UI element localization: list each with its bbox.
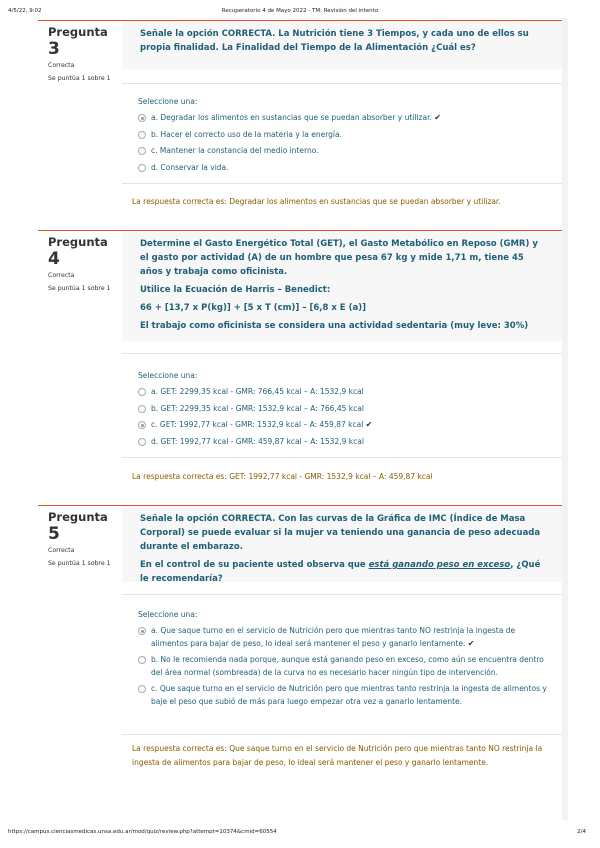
correct-check-icon: ✔	[467, 638, 475, 648]
question-text-box	[122, 21, 562, 69]
question-title: Pregunta 3	[48, 25, 108, 59]
question-status: Correcta	[48, 62, 75, 69]
select-prompt: Seleccione una:	[138, 97, 198, 106]
option-b[interactable]: b. Hacer el correcto uso de la materia y la energía.	[138, 129, 562, 142]
question-text: Señale la opción CORRECTA. La Nutrición tiene 3 Tiempos, y cada uno de ellos su propia finalidad. La Finalidad del Tiempo de la Alimentación ¿Cuál es?	[140, 29, 529, 53]
scrollbar[interactable]	[562, 18, 568, 820]
question-text-box	[122, 231, 562, 341]
radio[interactable]	[138, 147, 146, 155]
correct-answer-feedback: La respuesta correcta es: GET: 1992,77 kcal - GMR: 1532,9 kcal – A: 459,87 kcal	[132, 472, 433, 481]
divider	[122, 183, 562, 184]
question-3	[38, 20, 562, 226]
emphasis-text: está ganando peso en exceso	[368, 560, 511, 570]
radio-selected[interactable]	[138, 114, 146, 122]
option-c[interactable]: c. Mantener la constancia del medio interno.	[138, 145, 562, 158]
option-d[interactable]: d. GET: 1992,77 kcal - GMR: 459,87 kcal – A: 1532,9 kcal	[138, 436, 562, 449]
question-title: Pregunta 5	[48, 510, 108, 544]
question-info	[48, 25, 120, 85]
question-score: Se puntúa 1 sobre 1	[48, 285, 111, 292]
correct-check-icon: ✔	[365, 420, 373, 429]
question-info	[48, 510, 120, 570]
option-a[interactable]: a. Degradar los alimentos en sustancias que se puedan absorber y utilizar. ✔	[138, 112, 562, 125]
divider	[122, 83, 562, 84]
question-status: Correcta	[48, 547, 75, 554]
answer-block	[122, 97, 562, 178]
divider	[122, 734, 562, 735]
select-prompt: Seleccione una:	[138, 610, 198, 619]
question-5	[38, 505, 562, 776]
correct-answer-feedback: La respuesta correcta es: Degradar los alimentos en sustancias que se puedan absorber y utilizar.	[132, 197, 501, 206]
question-status: Correcta	[48, 272, 75, 279]
print-datetime: 4/5/22, 9:02	[8, 8, 42, 14]
radio-selected[interactable]	[138, 627, 146, 635]
radio-selected[interactable]	[138, 421, 146, 429]
option-b[interactable]: b. GET: 2299,35 kcal - GMR: 1532,9 kcal – A: 766,45 kcal	[138, 403, 562, 416]
select-prompt: Seleccione una:	[138, 371, 198, 380]
radio[interactable]	[138, 164, 146, 172]
option-a[interactable]: a. GET: 2299,35 kcal - GMR: 766,45 kcal – A: 1532,9 kcal	[138, 386, 562, 399]
radio[interactable]	[138, 656, 146, 664]
question-score: Se puntúa 1 sobre 1	[48, 75, 111, 82]
correct-answer-feedback: La respuesta correcta es: Que saque turno en el servicio de Nutrición pero que mientras tanto NO restrinja la ingesta de alimentos para bajar de peso, lo ideal será mantener el peso y ganarlo lentamente.	[132, 744, 543, 767]
question-title: Pregunta 4	[48, 235, 108, 269]
divider	[122, 594, 562, 595]
question-text: Señale la opción CORRECTA. Con las curvas de la Gráfica de IMC (Índice de Masa Corporal) se puede evaluar si la mujer va teniendo una ganancia de peso adecuada durante el embarazo. En el control de su paciente usted observa que está ganando peso en exceso, ¿Qué le recomendaría?	[140, 514, 541, 584]
answer-block	[122, 610, 562, 712]
print-page-number: 2/4	[577, 829, 586, 835]
option-c[interactable]: c. Que saque turno en el servicio de Nutrición pero que mientras tanto restrinja la ingesta de alimentos y baje el peso que subió de más para luego empezar otra vez a ganarlo lentamente.	[138, 683, 562, 708]
radio[interactable]	[138, 685, 146, 693]
option-b[interactable]: b. No le recomienda nada porque, aunque está ganando peso en exceso, como aún se encuentra dentro del área normal (sombreada) de la curva no es necesario hacer ningún tipo de intervención.	[138, 654, 562, 679]
question-text-box	[122, 506, 562, 582]
answer-block	[122, 371, 562, 452]
option-c[interactable]: c. GET: 1992,77 kcal - GMR: 1532,9 kcal – A: 459,87 kcal ✔	[138, 419, 562, 432]
question-4	[38, 230, 562, 499]
print-header	[0, 8, 600, 18]
correct-check-icon: ✔	[434, 113, 441, 122]
radio[interactable]	[138, 438, 146, 446]
print-url: https://campus.cienciasmedicas.unsa.edu.ar/mod/quiz/review.php?attempt=10374&cmid=60554	[8, 829, 277, 835]
print-title: Recuperatorio 4 de Mayo 2022 - TM: Revisión del intento	[221, 8, 379, 14]
divider	[122, 353, 562, 354]
radio[interactable]	[138, 131, 146, 139]
radio[interactable]	[138, 405, 146, 413]
question-info	[48, 235, 120, 295]
option-d[interactable]: d. Conservar la vida.	[138, 162, 562, 175]
question-score: Se puntúa 1 sobre 1	[48, 560, 111, 567]
divider	[122, 457, 562, 458]
option-a[interactable]: a. Que saque turno en el servicio de Nutrición pero que mientras tanto NO restrinja la ingesta de alimentos para bajar de peso, lo ideal será mantener el peso y ganarlo lentamente. ✔	[138, 625, 562, 650]
radio[interactable]	[138, 388, 146, 396]
question-text: Determine el Gasto Energético Total (GET), el Gasto Metabólico en Reposo (GMR) y el gasto por actividad (A) de un hombre que pesa 67 kg y mide 1,71 m, tiene 45 años y trabaja como oficinista. Utilice la Ecuación de Harris – Benedict: 66 + [13,7 x P(kg)] + [5 x T (cm)] – [6,8 x E (a)] El trabajo como oficinista se considera una actividad sedentaria (muy leve: 30%)	[140, 239, 538, 331]
